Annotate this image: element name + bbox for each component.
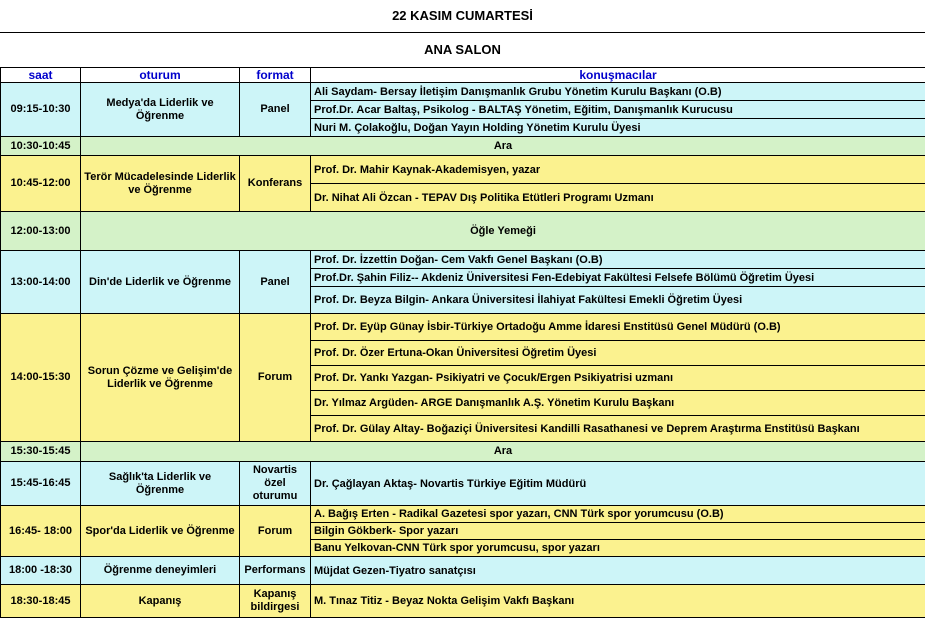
speaker-cell: Bilgin Gökberk- Spor yazarı	[311, 523, 925, 540]
speaker-cell: Nuri M. Çolakoğlu, Doğan Yayın Holding Yönetim Kurulu Üyesi	[311, 119, 925, 137]
time-cell: 15:45-16:45	[1, 462, 81, 506]
break-label: Ara	[81, 137, 925, 156]
table-row	[1, 557, 925, 585]
page-title: 22 KASIM CUMARTESİ	[0, 0, 925, 33]
time-cell: 10:45-12:00	[1, 156, 81, 212]
speaker-cell: Prof. Dr. Eyüp Günay İsbir-Türkiye Ortadoğu Amme İdaresi Enstitüsü Genel Müdürü (O.B)	[311, 314, 925, 341]
speaker-cell: Dr. Yılmaz Argüden- ARGE Danışmanlık A.Ş. Yönetim Kurulu Başkanı	[311, 391, 925, 416]
session-cell: Sorun Çözme ve Gelişim'de Liderlik ve Öğrenme	[81, 314, 240, 442]
session-cell: Öğrenme deneyimleri	[81, 557, 240, 585]
speaker-cell: Dr. Çağlayan Aktaş- Novartis Türkiye Eğitim Müdürü	[311, 462, 925, 506]
format-cell: Konferans	[240, 156, 311, 212]
table-row	[1, 314, 925, 341]
format-cell: Kapanış bildirgesi	[240, 585, 311, 618]
format-cell: Performans	[240, 557, 311, 585]
time-cell: 14:00-15:30	[1, 314, 81, 442]
header-format: format	[240, 68, 311, 83]
time-cell: 09:15-10:30	[1, 83, 81, 137]
speaker-cell: Prof. Dr. Gülay Altay- Boğaziçi Üniversitesi Kandilli Rasathanesi ve Deprem Araştırma Enstitüsü Başkanı	[311, 416, 925, 442]
break-row	[1, 137, 925, 156]
time-cell: 15:30-15:45	[1, 442, 81, 462]
speaker-cell: Prof. Dr. Özer Ertuna-Okan Üniversitesi Öğretim Üyesi	[311, 341, 925, 366]
time-cell: 12:00-13:00	[1, 212, 81, 251]
time-cell: 10:30-10:45	[1, 137, 81, 156]
speaker-cell: Prof. Dr. Yankı Yazgan- Psikiyatri ve Çocuk/Ergen Psikiyatrisi uzmanı	[311, 366, 925, 391]
break-label: Öğle Yemeği	[81, 212, 925, 251]
table-row	[1, 462, 925, 506]
schedule-table	[0, 67, 925, 618]
time-cell: 18:30-18:45	[1, 585, 81, 618]
session-cell: Din'de Liderlik ve Öğrenme	[81, 251, 240, 314]
speaker-cell: A. Bağış Erten - Radikal Gazetesi spor yazarı, CNN Türk spor yorumcusu (O.B)	[311, 506, 925, 523]
header-row	[1, 68, 925, 83]
format-cell: Panel	[240, 251, 311, 314]
format-cell: Panel	[240, 83, 311, 137]
time-cell: 18:00 -18:30	[1, 557, 81, 585]
speaker-cell: Ali Saydam- Bersay İletişim Danışmanlık Grubu Yönetim Kurulu Başkanı (O.B)	[311, 83, 925, 101]
speaker-cell: Prof. Dr. Mahir Kaynak-Akademisyen, yazar	[311, 156, 925, 184]
salon-title: ANA SALON	[424, 42, 501, 57]
table-row	[1, 156, 925, 184]
time-cell: 16:45- 18:00	[1, 506, 81, 557]
speaker-cell: Prof. Dr. İzzettin Doğan- Cem Vakfı Genel Başkanı (O.B)	[311, 251, 925, 269]
speaker-cell: Prof.Dr. Şahin Filiz-- Akdeniz Üniversitesi Fen-Edebiyat Fakültesi Felsefe Bölümü Öğretim Üyesi	[311, 269, 925, 287]
speaker-cell: Prof. Dr. Beyza Bilgin- Ankara Üniversitesi İlahiyat Fakültesi Emekli Öğretim Üyesi	[311, 287, 925, 314]
format-cell: Forum	[240, 314, 311, 442]
speaker-cell: Banu Yelkovan-CNN Türk spor yorumcusu, spor yazarı	[311, 540, 925, 557]
speaker-cell: Müjdat Gezen-Tiyatro sanatçısı	[311, 557, 925, 585]
table-row	[1, 585, 925, 618]
speaker-cell: Dr. Nihat Ali Özcan - TEPAV Dış Politika Etütleri Programı Uzmanı	[311, 184, 925, 212]
session-cell: Sağlık'ta Liderlik ve Öğrenme	[81, 462, 240, 506]
table-row	[1, 83, 925, 101]
format-cell: Forum	[240, 506, 311, 557]
header-konusmacilar: konuşmacılar	[311, 68, 925, 83]
session-cell: Kapanış	[81, 585, 240, 618]
speaker-cell: Prof.Dr. Acar Baltaş, Psikolog - BALTAŞ Yönetim, Eğitim, Danışmanlık Kurucusu	[311, 101, 925, 119]
table-row	[1, 506, 925, 523]
session-cell: Terör Mücadelesinde Liderlik ve Öğrenme	[81, 156, 240, 212]
session-cell: Spor'da Liderlik ve Öğrenme	[81, 506, 240, 557]
break-label: Ara	[81, 442, 925, 462]
session-cell: Medya'da Liderlik ve Öğrenme	[81, 83, 240, 137]
header-saat: saat	[1, 68, 81, 83]
time-cell: 13:00-14:00	[1, 251, 81, 314]
break-row	[1, 212, 925, 251]
header-oturum: oturum	[81, 68, 240, 83]
break-row	[1, 442, 925, 462]
speaker-cell: M. Tınaz Titiz - Beyaz Nokta Gelişim Vakfı Başkanı	[311, 585, 925, 618]
format-cell: Novartis özel oturumu	[240, 462, 311, 506]
table-row	[1, 251, 925, 269]
